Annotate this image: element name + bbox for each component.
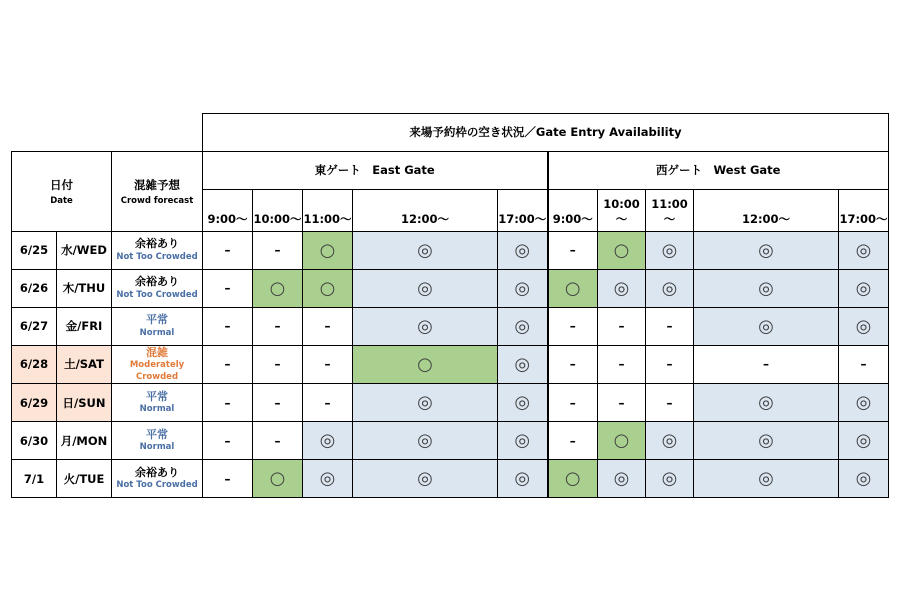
forecast-label-en: Not Too Crowded [116, 289, 198, 300]
date-cell: 7/1 [12, 460, 57, 498]
dash-symbol: – [224, 243, 231, 257]
double-circle-icon: ◎ [661, 430, 678, 452]
east-slot-cell [253, 231, 303, 269]
west-slot-cell [598, 460, 646, 498]
east-slot-cell [303, 231, 353, 269]
circle-icon: ○ [269, 468, 286, 490]
east-slot-cell [203, 460, 253, 498]
date-cell: 6/27 [12, 307, 57, 345]
east-slot-cell [498, 345, 548, 384]
east-slot-cell [353, 269, 498, 307]
west-slot-cell [598, 422, 646, 460]
west-slot-cell [839, 384, 889, 422]
dash-symbol: – [860, 357, 867, 372]
weekday-cell: 火/TUE [57, 460, 112, 498]
west-slot-cell [839, 460, 889, 498]
east-slot-cell [353, 460, 498, 498]
east-time-header: 12:00～ [353, 189, 498, 231]
circle-icon: ○ [613, 430, 630, 452]
double-circle-icon: ◎ [661, 277, 678, 299]
west-time-header: 11:00～ [646, 189, 694, 231]
date-cell: 6/30 [12, 422, 57, 460]
double-circle-icon: ◎ [758, 430, 774, 452]
date-cell: 6/29 [12, 384, 57, 422]
west-slot-cell [548, 231, 598, 269]
table-row [12, 422, 889, 460]
dash-symbol: – [569, 395, 576, 410]
forecast-label-en: Not Too Crowded [116, 480, 198, 491]
west-slot-cell [839, 307, 889, 345]
double-circle-icon: ◎ [855, 430, 872, 452]
west-slot-cell [598, 231, 646, 269]
double-circle-icon: ◎ [514, 277, 531, 299]
double-circle-icon: ◎ [855, 392, 872, 414]
east-slot-cell [303, 345, 353, 384]
east-slot-cell [253, 345, 303, 384]
east-slot-cell [498, 269, 548, 307]
circle-icon: ○ [269, 277, 286, 299]
dash-symbol: – [569, 433, 576, 448]
dash-symbol: – [324, 357, 331, 372]
double-circle-icon: ◎ [758, 315, 774, 337]
forecast-label-jp: 混雑 [146, 345, 168, 359]
west-slot-cell [646, 384, 694, 422]
dash-symbol: – [666, 357, 673, 372]
forecast-cell [112, 269, 203, 307]
east-slot-cell [303, 269, 353, 307]
dash-symbol: – [224, 395, 231, 410]
east-time-header: 11:00～ [303, 189, 353, 231]
east-slot-cell [203, 231, 253, 269]
table-row [12, 307, 889, 345]
east-slot-cell [303, 422, 353, 460]
forecast-cell [112, 307, 203, 345]
west-slot-cell [839, 269, 889, 307]
double-circle-icon: ◎ [417, 392, 433, 414]
east-slot-cell [353, 345, 498, 384]
weekday-cell: 水/WED [57, 231, 112, 269]
west-slot-cell [646, 307, 694, 345]
east-slot-cell [253, 269, 303, 307]
dash-symbol: – [618, 395, 625, 410]
double-circle-icon: ◎ [855, 277, 872, 299]
weekday-cell: 木/THU [57, 269, 112, 307]
weekday-cell: 月/MON [57, 422, 112, 460]
west-slot-cell [646, 231, 694, 269]
table-row [12, 269, 889, 307]
double-circle-icon: ◎ [514, 353, 531, 375]
east-slot-cell [203, 307, 253, 345]
double-circle-icon: ◎ [855, 315, 872, 337]
table-row [12, 231, 889, 269]
forecast-label-en: Normal [139, 404, 175, 415]
west-slot-cell [839, 422, 889, 460]
west-slot-cell [694, 460, 839, 498]
double-circle-icon: ◎ [514, 239, 531, 261]
east-time-header: 9:00～ [203, 189, 253, 231]
dash-symbol: – [274, 395, 281, 410]
east-slot-cell [203, 384, 253, 422]
double-circle-icon: ◎ [417, 468, 433, 490]
double-circle-icon: ◎ [758, 277, 774, 299]
forecast-label-jp: 平常 [146, 427, 168, 441]
west-slot-cell [598, 307, 646, 345]
east-slot-cell [203, 269, 253, 307]
double-circle-icon: ◎ [758, 392, 774, 414]
forecast-label-jp: 平常 [146, 312, 168, 326]
forecast-label-en: Normal [139, 442, 175, 453]
east-time-header: 10:00～ [253, 189, 303, 231]
east-slot-cell [253, 307, 303, 345]
dash-symbol: – [763, 357, 769, 372]
east-slot-cell [498, 422, 548, 460]
west-slot-cell [548, 460, 598, 498]
west-slot-cell [646, 345, 694, 384]
west-slot-cell [646, 422, 694, 460]
dash-symbol: – [224, 281, 231, 295]
dash-symbol: – [569, 319, 576, 333]
dash-symbol: – [274, 319, 281, 333]
dash-symbol: – [224, 357, 231, 372]
dash-symbol: – [618, 319, 625, 333]
date-header-en: Date [50, 195, 73, 206]
west-slot-cell [839, 345, 889, 384]
west-slot-cell [548, 384, 598, 422]
date-cell: 6/25 [12, 231, 57, 269]
west-slot-cell [694, 307, 839, 345]
forecast-header [112, 151, 203, 231]
west-slot-cell [694, 345, 839, 384]
east-slot-cell [498, 231, 548, 269]
double-circle-icon: ◎ [661, 468, 678, 490]
east-gate-header: 東ゲート East Gate [203, 151, 548, 189]
table-row [12, 384, 889, 422]
west-time-header: 12:00～ [694, 189, 839, 231]
forecast-label-en: Moderately Crowded [129, 360, 185, 382]
east-time-header: 17:00～ [498, 189, 548, 231]
dash-symbol: – [324, 319, 331, 333]
forecast-cell [112, 345, 203, 384]
weekday-cell: 金/FRI [57, 307, 112, 345]
double-circle-icon: ◎ [417, 430, 433, 452]
double-circle-icon: ◎ [417, 277, 433, 299]
east-slot-cell [498, 460, 548, 498]
weekday-cell: 土/SAT [57, 345, 112, 384]
west-slot-cell [646, 460, 694, 498]
dash-symbol: – [224, 319, 231, 333]
date-header-jp: 日付 [50, 177, 73, 192]
date-cell: 6/26 [12, 269, 57, 307]
west-slot-cell [548, 422, 598, 460]
circle-icon: ○ [564, 468, 581, 490]
double-circle-icon: ◎ [758, 468, 774, 490]
forecast-label-en: Not Too Crowded [116, 251, 198, 262]
double-circle-icon: ◎ [514, 392, 531, 414]
double-circle-icon: ◎ [758, 239, 774, 261]
double-circle-icon: ◎ [855, 468, 872, 490]
circle-icon: ○ [319, 277, 336, 299]
east-slot-cell [203, 345, 253, 384]
forecast-header-en: Crowd forecast [120, 195, 194, 206]
forecast-label-jp: 余裕あり [135, 465, 179, 479]
double-circle-icon: ◎ [661, 239, 678, 261]
forecast-cell [112, 422, 203, 460]
dash-symbol: – [324, 395, 331, 410]
circle-icon: ○ [613, 239, 630, 261]
circle-icon: ○ [319, 239, 336, 261]
east-slot-cell [303, 307, 353, 345]
east-slot-cell [203, 422, 253, 460]
table-row [12, 460, 889, 498]
forecast-label-jp: 余裕あり [135, 236, 179, 250]
west-slot-cell [694, 422, 839, 460]
east-slot-cell [353, 307, 498, 345]
west-time-header: 9:00～ [548, 189, 598, 231]
dash-symbol: – [274, 357, 281, 372]
double-circle-icon: ◎ [417, 315, 433, 337]
date-header [12, 151, 112, 231]
double-circle-icon: ◎ [514, 468, 531, 490]
east-slot-cell [353, 422, 498, 460]
west-slot-cell [598, 384, 646, 422]
double-circle-icon: ◎ [319, 468, 336, 490]
table-title: 来場予約枠の空き状況／Gate Entry Availability [203, 114, 889, 152]
west-slot-cell [548, 345, 598, 384]
forecast-cell [112, 460, 203, 498]
circle-icon: ○ [564, 277, 581, 299]
forecast-header-jp: 混雑予想 [134, 177, 180, 192]
west-slot-cell [598, 345, 646, 384]
dash-symbol: – [666, 319, 673, 333]
dash-symbol: – [569, 243, 576, 257]
west-slot-cell [548, 307, 598, 345]
west-slot-cell [839, 231, 889, 269]
double-circle-icon: ◎ [613, 277, 630, 299]
dash-symbol: – [666, 395, 673, 410]
availability-table [11, 113, 889, 498]
west-slot-cell [694, 384, 839, 422]
dash-symbol: – [274, 433, 281, 448]
weekday-cell: 日/SUN [57, 384, 112, 422]
double-circle-icon: ◎ [319, 430, 336, 452]
west-slot-cell [548, 269, 598, 307]
forecast-label-jp: 余裕あり [135, 274, 179, 288]
east-slot-cell [303, 460, 353, 498]
west-gate-header: 西ゲート West Gate [548, 151, 889, 189]
forecast-label-en: Normal [139, 327, 175, 338]
east-slot-cell [498, 384, 548, 422]
double-circle-icon: ◎ [514, 315, 531, 337]
double-circle-icon: ◎ [417, 239, 433, 261]
west-time-header: 17:00～ [839, 189, 889, 231]
east-slot-cell [253, 422, 303, 460]
double-circle-icon: ◎ [613, 468, 630, 490]
west-time-header: 10:00～ [598, 189, 646, 231]
west-slot-cell [694, 269, 839, 307]
table-row [12, 345, 889, 384]
west-slot-cell [694, 231, 839, 269]
dash-symbol: – [224, 433, 231, 448]
forecast-cell [112, 384, 203, 422]
east-slot-cell [353, 384, 498, 422]
east-slot-cell [353, 231, 498, 269]
west-slot-cell [646, 269, 694, 307]
west-slot-cell [598, 269, 646, 307]
dash-symbol: – [569, 357, 576, 372]
double-circle-icon: ◎ [514, 430, 531, 452]
dash-symbol: – [618, 357, 625, 372]
east-slot-cell [253, 384, 303, 422]
forecast-label-jp: 平常 [146, 389, 168, 403]
circle-icon: ○ [417, 353, 433, 375]
dash-symbol: – [224, 471, 231, 486]
forecast-cell [112, 231, 203, 269]
east-slot-cell [498, 307, 548, 345]
dash-symbol: – [274, 243, 281, 257]
date-cell: 6/28 [12, 345, 57, 384]
east-slot-cell [253, 460, 303, 498]
double-circle-icon: ◎ [855, 239, 872, 261]
east-slot-cell [303, 384, 353, 422]
